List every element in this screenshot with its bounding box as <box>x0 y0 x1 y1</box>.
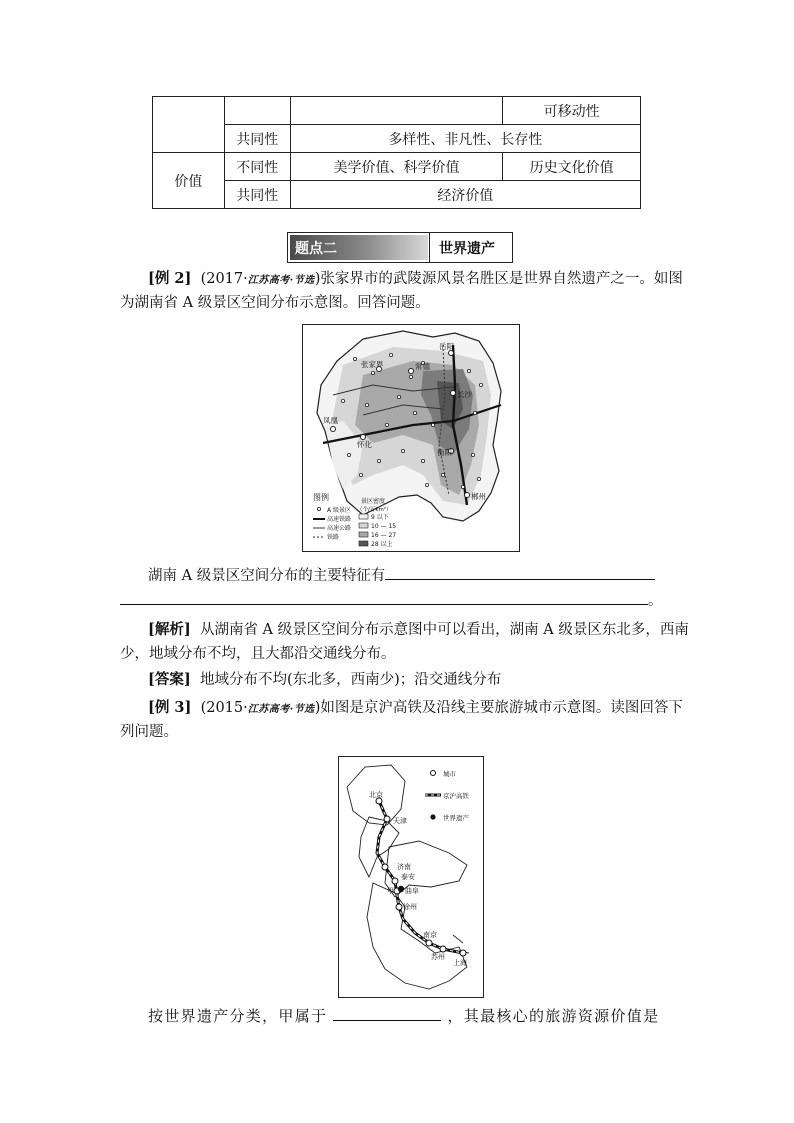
table-cell: 可移动性 <box>503 97 641 125</box>
city-label: 郴州 <box>471 492 486 501</box>
table-cell: 历史文化价值 <box>503 153 641 181</box>
example-year: (2015· <box>200 700 248 716</box>
answer-blank[interactable] <box>333 1004 441 1021</box>
example-label: [例 2] <box>148 270 192 287</box>
legend-item: A 级景区 <box>327 507 352 514</box>
table-cell: 经济价值 <box>290 181 640 209</box>
legend-item: 世界遗产 <box>443 814 469 822</box>
section-tag <box>290 235 428 260</box>
analysis-text: 从湖南省 A 级景区空间分布示意图中可以看出，湖南 A 级景区东北多，西南 <box>199 622 689 638</box>
density-title: 景区密度 <box>361 498 386 505</box>
example3-question <box>148 1004 659 1029</box>
density-class: 10 — 15 <box>371 523 397 530</box>
city-label: 北京 <box>369 791 383 799</box>
hsr-map <box>338 756 484 998</box>
example-source: 江苏高考·节选 <box>247 275 315 286</box>
answer-blank[interactable] <box>120 588 648 605</box>
city-label: 徐州 <box>403 903 417 911</box>
answer-text: 地域分布不均(东北多，西南少)；沿交通线分布 <box>199 672 502 688</box>
hunan-scenic-map <box>302 324 520 552</box>
example-text: 张家界市的武陵源风景名胜区是世界自然遗产之一。如图 <box>320 271 683 287</box>
table-cell: 美学价值、科学价值 <box>290 153 503 181</box>
answer-line <box>148 667 501 693</box>
values-table <box>152 96 641 209</box>
table-cell: 共同性 <box>224 181 290 209</box>
city-label: 济南 <box>397 863 411 871</box>
question-text: ，其最核心的旅游资源价值是 <box>447 1007 660 1025</box>
heritage-marker <box>398 886 404 892</box>
density-class: 9 以下 <box>371 514 389 521</box>
city-label: 天津 <box>393 817 407 825</box>
table-row <box>153 153 641 181</box>
table-cell: 共同性 <box>224 125 290 153</box>
divider <box>429 233 430 262</box>
question-text: 按世界遗产分类，甲属于 <box>148 1007 328 1025</box>
legend-item: 高速铁路 <box>327 516 352 523</box>
question-period: 。 <box>648 593 663 609</box>
legend-title: 图例 <box>313 493 329 502</box>
answer-label: [答案] <box>148 671 191 688</box>
table-cell <box>290 97 503 125</box>
map-legend <box>425 769 470 822</box>
example-year: (2017· <box>200 271 248 287</box>
example-label: [例 3] <box>148 699 192 716</box>
table-cell: 不同性 <box>224 153 290 181</box>
example-close: ) <box>314 271 321 287</box>
city-label: 泰安 <box>401 873 415 881</box>
density-class: 28 以上 <box>371 541 393 548</box>
table-cell <box>153 97 225 153</box>
table-row <box>153 97 641 125</box>
heritage-label: 甲 <box>387 887 394 895</box>
hsr-map-svg <box>339 757 483 997</box>
city-label: 常德 <box>415 362 430 371</box>
example3-line1 <box>148 695 683 722</box>
city-label: 怀化 <box>357 440 372 449</box>
city-label: 南京 <box>423 931 437 939</box>
analysis-line1 <box>148 617 689 643</box>
analysis-line2: 少，地域分布不均，且大都沿交通线分布。 <box>120 646 396 662</box>
table-row <box>153 181 641 209</box>
section-heading <box>287 232 513 263</box>
section-title: 世界遗产 <box>439 241 495 257</box>
legend-item: 城市 <box>443 770 456 778</box>
city-label: 上海 <box>453 959 467 967</box>
table-row <box>153 125 641 153</box>
city-label: 苏州 <box>431 953 445 961</box>
city-label: 张家界 <box>361 360 384 369</box>
example2-question <box>148 563 655 589</box>
example2-line1 <box>148 266 683 293</box>
table-cell: 价值 <box>153 153 225 209</box>
city-label: 长沙 <box>457 390 472 399</box>
legend-item: 京沪高铁 <box>443 792 469 800</box>
example3-line2: 列问题。 <box>120 724 178 740</box>
example2-line2: 为湖南省 A 级景区空间分布示意图。回答问题。 <box>120 295 430 311</box>
example-text: 如图是京沪高铁及沿线主要旅游城市示意图。读图回答下 <box>320 700 683 716</box>
city-label: 衡阳 <box>437 448 452 457</box>
density-class: 16 — 27 <box>371 532 397 539</box>
table-cell: 多样性、非凡性、长存性 <box>290 125 640 153</box>
table-cell <box>224 97 290 125</box>
question-text: 湖南 A 级景区空间分布的主要特征有 <box>148 568 386 584</box>
analysis-label: [解析] <box>148 621 191 638</box>
city-label: 凤凰 <box>323 416 338 425</box>
hunan-map-svg <box>303 325 519 551</box>
answer-blank[interactable] <box>385 563 655 580</box>
example-source: 江苏高考·节选 <box>247 704 315 715</box>
city-label: 岳阳 <box>439 342 454 351</box>
section-tag-text: 题点二 <box>295 241 337 257</box>
density-unit: （个/万km²） <box>357 507 392 513</box>
city-label: 曲阜 <box>405 887 419 895</box>
legend-item: 高速公路 <box>327 525 352 532</box>
legend-item: 铁路 <box>327 534 340 541</box>
example2-question-line2 <box>120 588 663 614</box>
example-close: ) <box>314 700 321 716</box>
